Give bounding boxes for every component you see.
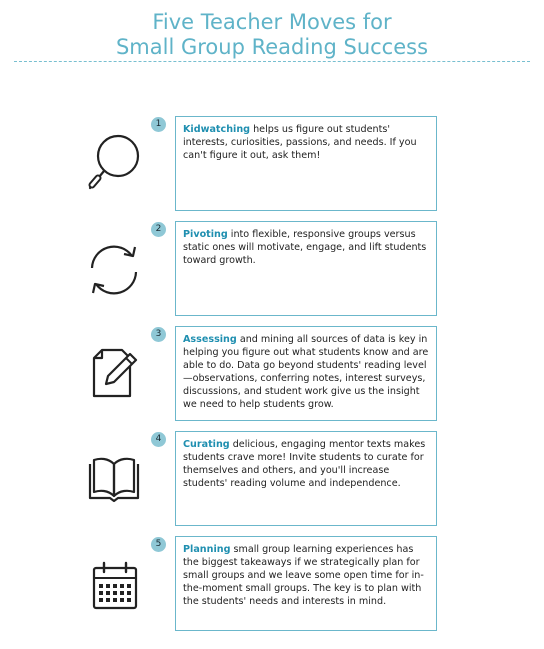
- move-number-badge: 1: [151, 117, 166, 132]
- move-number-badge: 4: [151, 432, 166, 447]
- move-number-badge: 2: [151, 222, 166, 237]
- calendar-icon: [82, 558, 146, 618]
- title-line-2: Small Group Reading Success: [115, 35, 429, 59]
- move-keyword: Kidwatching: [183, 124, 251, 135]
- refresh-arrows-icon: [82, 240, 146, 300]
- move-card-kidwatching: [175, 116, 437, 211]
- open-book-icon: [82, 450, 146, 510]
- move-text: and mining all sources of data is key in helping you figure out what students know and are able to do. Data go beyond students' reading level—observations, conferring notes, interest surveys, discussions, and student work give us the insight we need to help students grow.: [183, 334, 429, 410]
- page-title: [0, 10, 544, 60]
- move-text: small group learning experiences has the biggest takeaways if we strategically plan for small groups and we leave some open time for in-the-moment small groups. The key is to plan with the students' needs and interests in mind.: [183, 544, 424, 607]
- magnifying-glass-icon: [82, 128, 146, 198]
- move-keyword: Curating: [183, 439, 230, 450]
- move-text: into flexible, responsive groups versus static ones will motivate, engage, and lift students toward growth.: [183, 229, 427, 266]
- move-number-badge: 3: [151, 327, 166, 342]
- move-card-pivoting: [175, 221, 437, 316]
- document-pencil-icon: [82, 344, 146, 404]
- move-keyword: Pivoting: [183, 229, 228, 240]
- move-card-curating: [175, 431, 437, 526]
- move-text: delicious, engaging mentor texts makes students crave more! Invite students to curate for themselves and others, and you'll increase students' reading volume and independence.: [183, 439, 426, 489]
- move-keyword: Assessing: [183, 334, 237, 345]
- move-number-badge: 5: [151, 537, 166, 552]
- dashed-divider: [14, 61, 530, 62]
- move-card-assessing: [175, 326, 437, 421]
- move-text: helps us figure out students' interests, curiosities, passions, and needs. If you can't figure it out, ask them!: [183, 124, 417, 161]
- move-card-planning: [175, 536, 437, 631]
- move-keyword: Planning: [183, 544, 231, 555]
- title-line-1: Five Teacher Moves for: [152, 10, 392, 34]
